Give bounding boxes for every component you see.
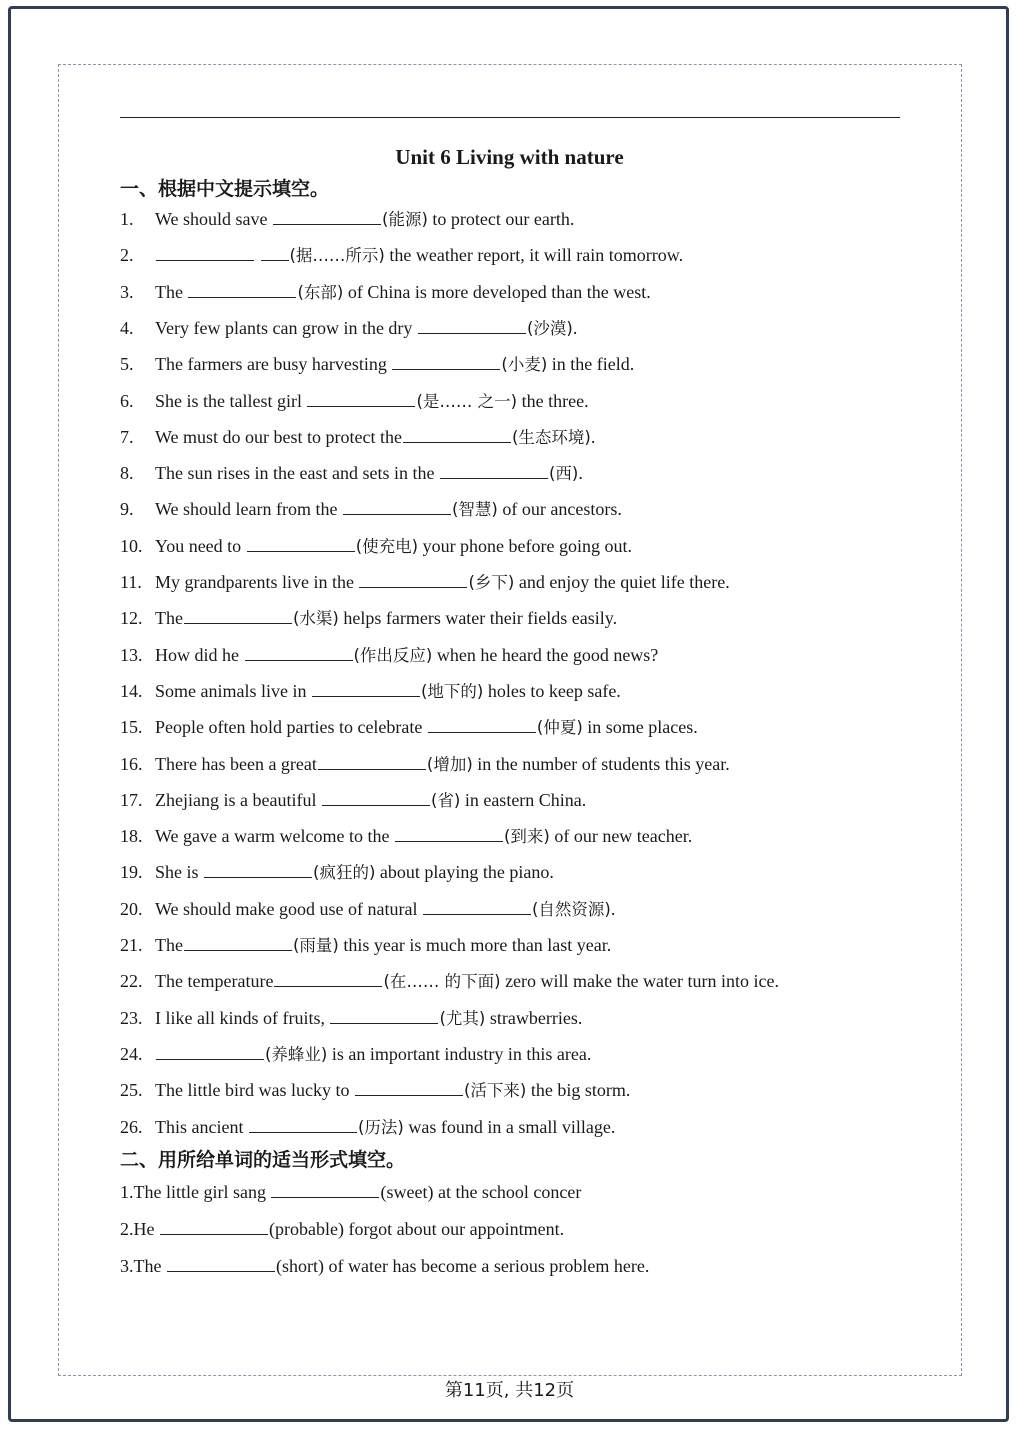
question-number: 13. <box>120 644 143 665</box>
chinese-hint: (能源) <box>382 210 428 229</box>
question-text-before: We gave a warm welcome to the <box>155 826 394 847</box>
question-number: 3. <box>120 281 134 302</box>
question-number: 4. <box>120 317 134 338</box>
question-text-before: Zhejiang is a beautiful <box>155 789 321 810</box>
answer-blank[interactable] <box>249 1116 357 1133</box>
question-text-before: We must do our best to protect the <box>155 426 402 447</box>
question-number: 19. <box>120 862 143 883</box>
question-text-after: to protect our earth. <box>427 209 575 229</box>
chinese-hint: (智慧) <box>452 500 498 520</box>
chinese-hint: (沙漠) <box>526 318 573 338</box>
answer-blank[interactable] <box>392 353 500 370</box>
question-number: 5. <box>120 354 134 375</box>
question-row <box>120 825 692 848</box>
question-number: 11. <box>120 572 142 592</box>
question-text-after: . <box>590 426 596 447</box>
question-text-before: You need to <box>155 535 246 556</box>
answer-blank[interactable] <box>330 1007 438 1024</box>
question-text-before: We should make good use of natural <box>155 898 422 919</box>
answer-blank[interactable] <box>247 535 355 552</box>
question-row <box>120 607 617 630</box>
question-text-before: The farmers are busy harvesting <box>155 354 392 375</box>
question-text-after: in some places. <box>582 717 698 738</box>
question-row <box>120 208 574 231</box>
answer-blank[interactable] <box>188 281 296 298</box>
question-row <box>120 244 683 267</box>
answer-blank[interactable] <box>343 498 451 515</box>
question-text-before: How did he <box>155 644 244 665</box>
question-number: 8. <box>120 463 134 484</box>
question-text-after: was found in a small village. <box>403 1116 616 1137</box>
chinese-hint: (小麦) <box>501 355 548 375</box>
question-text-before: I like all kinds of fruits, <box>155 1007 330 1028</box>
chinese-hint: (历法) <box>357 1117 404 1137</box>
question-row <box>120 1218 564 1240</box>
question-text-after: the three. <box>517 390 589 411</box>
question-text-after: is an important industry in this area. <box>327 1043 592 1064</box>
chinese-hint: (尤其) <box>439 1008 486 1028</box>
question-text-after: your phone before going out. <box>418 535 633 556</box>
question-row <box>120 1079 630 1102</box>
chinese-hint: (到来) <box>503 827 550 847</box>
question-text-after: of our new teacher. <box>549 826 693 847</box>
question-row <box>120 462 583 485</box>
question-text-before: 3.The <box>120 1256 166 1276</box>
chinese-hint: (乡下) <box>468 573 515 592</box>
answer-blank[interactable] <box>395 825 503 842</box>
question-row <box>120 390 589 413</box>
answer-blank[interactable] <box>418 317 526 334</box>
chinese-hint: (生态环境) <box>512 427 591 447</box>
chinese-hint: (养蜂业) <box>265 1044 328 1064</box>
question-number: 9. <box>120 499 134 520</box>
chinese-hint: (水渠) <box>292 609 339 629</box>
question-number: 22. <box>120 971 143 992</box>
answer-blank[interactable] <box>156 1043 264 1060</box>
page-title: Unit 6 Living with nature <box>395 145 624 169</box>
question-row <box>120 1007 582 1030</box>
question-text-after: helps farmers water their fields easily. <box>338 608 618 629</box>
question-text-before: 1.The little girl sang <box>120 1182 271 1202</box>
chinese-hint: (据……所示) <box>289 246 385 266</box>
chinese-hint: (是…… 之一) <box>416 391 518 411</box>
question-row <box>120 1043 591 1066</box>
question-row <box>120 934 611 957</box>
answer-blank[interactable] <box>428 716 536 733</box>
question-number: 2. <box>120 245 134 266</box>
question-number: 17. <box>120 789 143 810</box>
question-text-before: The little bird was lucky to <box>155 1080 354 1101</box>
question-text-before: Very few plants can grow in the dry <box>155 317 417 338</box>
answer-blank[interactable] <box>312 680 420 697</box>
answer-blank[interactable] <box>156 244 254 261</box>
question-row <box>120 353 634 376</box>
question-text-before: My grandparents live in the <box>155 572 359 592</box>
answer-blank[interactable] <box>355 1079 463 1096</box>
question-number: 6. <box>120 390 134 411</box>
question-number: 14. <box>120 680 143 701</box>
question-text-after: in the number of students this year. <box>472 753 730 774</box>
answer-blank[interactable] <box>440 462 548 479</box>
chinese-hint: (活下来) <box>463 1081 527 1101</box>
question-text-before: The sun rises in the east and sets in the <box>155 463 439 484</box>
question-text-after: of water has become a serious problem here. <box>323 1256 650 1276</box>
chinese-hint: (西) <box>548 464 579 484</box>
question-number: 12. <box>120 608 143 629</box>
answer-blank[interactable] <box>322 789 430 806</box>
question-text-before: The <box>155 608 183 629</box>
question-row <box>120 498 622 521</box>
question-text-before: The <box>155 935 183 955</box>
answer-blank[interactable] <box>318 753 426 770</box>
chinese-hint: (作出反应) <box>353 645 433 665</box>
question-text-before: The temperature <box>155 971 274 992</box>
question-number: 25. <box>120 1080 143 1101</box>
question-text-before: Some animals live in <box>155 680 311 701</box>
question-number: 21. <box>120 935 143 955</box>
question-row <box>120 716 698 739</box>
question-text-after: the big storm. <box>526 1080 631 1101</box>
question-text-after: when he heard the good news? <box>432 644 659 665</box>
question-number: 18. <box>120 826 143 847</box>
question-text-after: . <box>610 898 616 919</box>
question-text-before: This ancient <box>155 1116 248 1137</box>
question-row <box>120 680 621 703</box>
question-text-before: We should save <box>155 209 273 229</box>
question-row <box>120 861 554 884</box>
question-number: 15. <box>120 717 143 738</box>
question-number: 16. <box>120 753 143 774</box>
question-row <box>120 898 615 921</box>
chinese-hint: (雨量) <box>292 936 339 955</box>
question-number: 7. <box>120 426 134 447</box>
question-number: 1. <box>120 209 134 229</box>
question-row <box>120 1181 581 1203</box>
question-row <box>120 281 651 304</box>
question-text-after: and enjoy the quiet life there. <box>514 572 730 592</box>
question-text-before: The <box>155 281 188 302</box>
chinese-hint: (增加) <box>426 754 473 774</box>
answer-blank[interactable] <box>359 571 467 588</box>
question-number: 10. <box>120 535 143 556</box>
header-rule <box>120 117 900 118</box>
word-hint: (short) <box>275 1256 324 1276</box>
answer-blank[interactable] <box>245 644 353 661</box>
question-text-after: the weather report, it will rain tomorrow. <box>384 245 684 266</box>
question-text-after: . <box>572 317 578 338</box>
word-hint: (sweet) <box>380 1182 434 1202</box>
answer-blank[interactable] <box>307 390 415 407</box>
question-text-before: We should learn from the <box>155 499 342 520</box>
question-text-after: of our ancestors. <box>497 499 622 520</box>
page-footer: 第11页, 共12页 <box>444 1380 575 1401</box>
question-text-before: 2.He <box>120 1219 159 1239</box>
chinese-hint: (地下的) <box>420 681 484 701</box>
section-1-heading: 一、根据中文提示填空。 <box>120 178 330 200</box>
question-row <box>120 789 586 812</box>
word-hint: (probable) <box>269 1219 344 1239</box>
question-text-after: at the school concer <box>433 1182 582 1202</box>
question-row <box>120 426 595 449</box>
question-row <box>120 970 779 993</box>
answer-blank[interactable] <box>271 1181 379 1198</box>
chinese-hint: (自然资源) <box>532 899 611 919</box>
question-row <box>120 535 632 558</box>
question-row <box>120 571 730 594</box>
question-text-after: in eastern China. <box>460 789 587 810</box>
question-number: 26. <box>120 1116 143 1137</box>
question-row <box>120 644 658 667</box>
question-text-after: this year is much more than last year. <box>338 935 612 955</box>
question-row <box>120 753 730 776</box>
question-text-before: She is the tallest girl <box>155 390 307 411</box>
chinese-hint: (省) <box>430 790 461 810</box>
question-text-before: There has been a great <box>155 753 317 774</box>
question-text-after: strawberries. <box>485 1007 583 1028</box>
answer-blank[interactable] <box>160 1218 268 1235</box>
question-number: 23. <box>120 1007 143 1028</box>
answer-blank[interactable] <box>204 861 312 878</box>
answer-blank[interactable] <box>184 934 292 951</box>
question-text-after: of China is more developed than the west. <box>343 281 651 302</box>
chinese-hint: (东部) <box>297 282 344 302</box>
question-text-after: about playing the piano. <box>375 862 554 883</box>
question-number: 24. <box>120 1043 143 1064</box>
question-text-after: forgot about our appointment. <box>343 1219 565 1239</box>
question-text-after: in the field. <box>547 354 635 375</box>
section-2-heading: 二、用所给单词的适当形式填空。 <box>120 1149 406 1171</box>
answer-blank[interactable] <box>423 898 531 915</box>
chinese-hint: (在…… 的下面) <box>383 972 501 992</box>
answer-blank[interactable] <box>184 607 292 624</box>
question-number: 20. <box>120 898 143 919</box>
question-text-after: zero will make the water turn into ice. <box>500 971 779 992</box>
question-text-before: People often hold parties to celebrate <box>155 717 427 738</box>
question-row <box>120 1255 649 1277</box>
question-row <box>120 1116 615 1139</box>
question-text-after: holes to keep safe. <box>483 680 621 701</box>
question-text-before: She is <box>155 862 204 883</box>
chinese-hint: (使充电) <box>355 536 419 556</box>
chinese-hint: (疯狂的) <box>313 863 376 883</box>
answer-blank[interactable] <box>261 244 289 261</box>
answer-blank[interactable] <box>273 208 381 225</box>
question-row <box>120 317 577 340</box>
answer-blank[interactable] <box>403 426 511 443</box>
question-text-after: . <box>578 463 583 484</box>
answer-blank[interactable] <box>167 1255 275 1272</box>
chinese-hint: (仲夏) <box>536 718 583 738</box>
answer-blank[interactable] <box>274 970 382 987</box>
